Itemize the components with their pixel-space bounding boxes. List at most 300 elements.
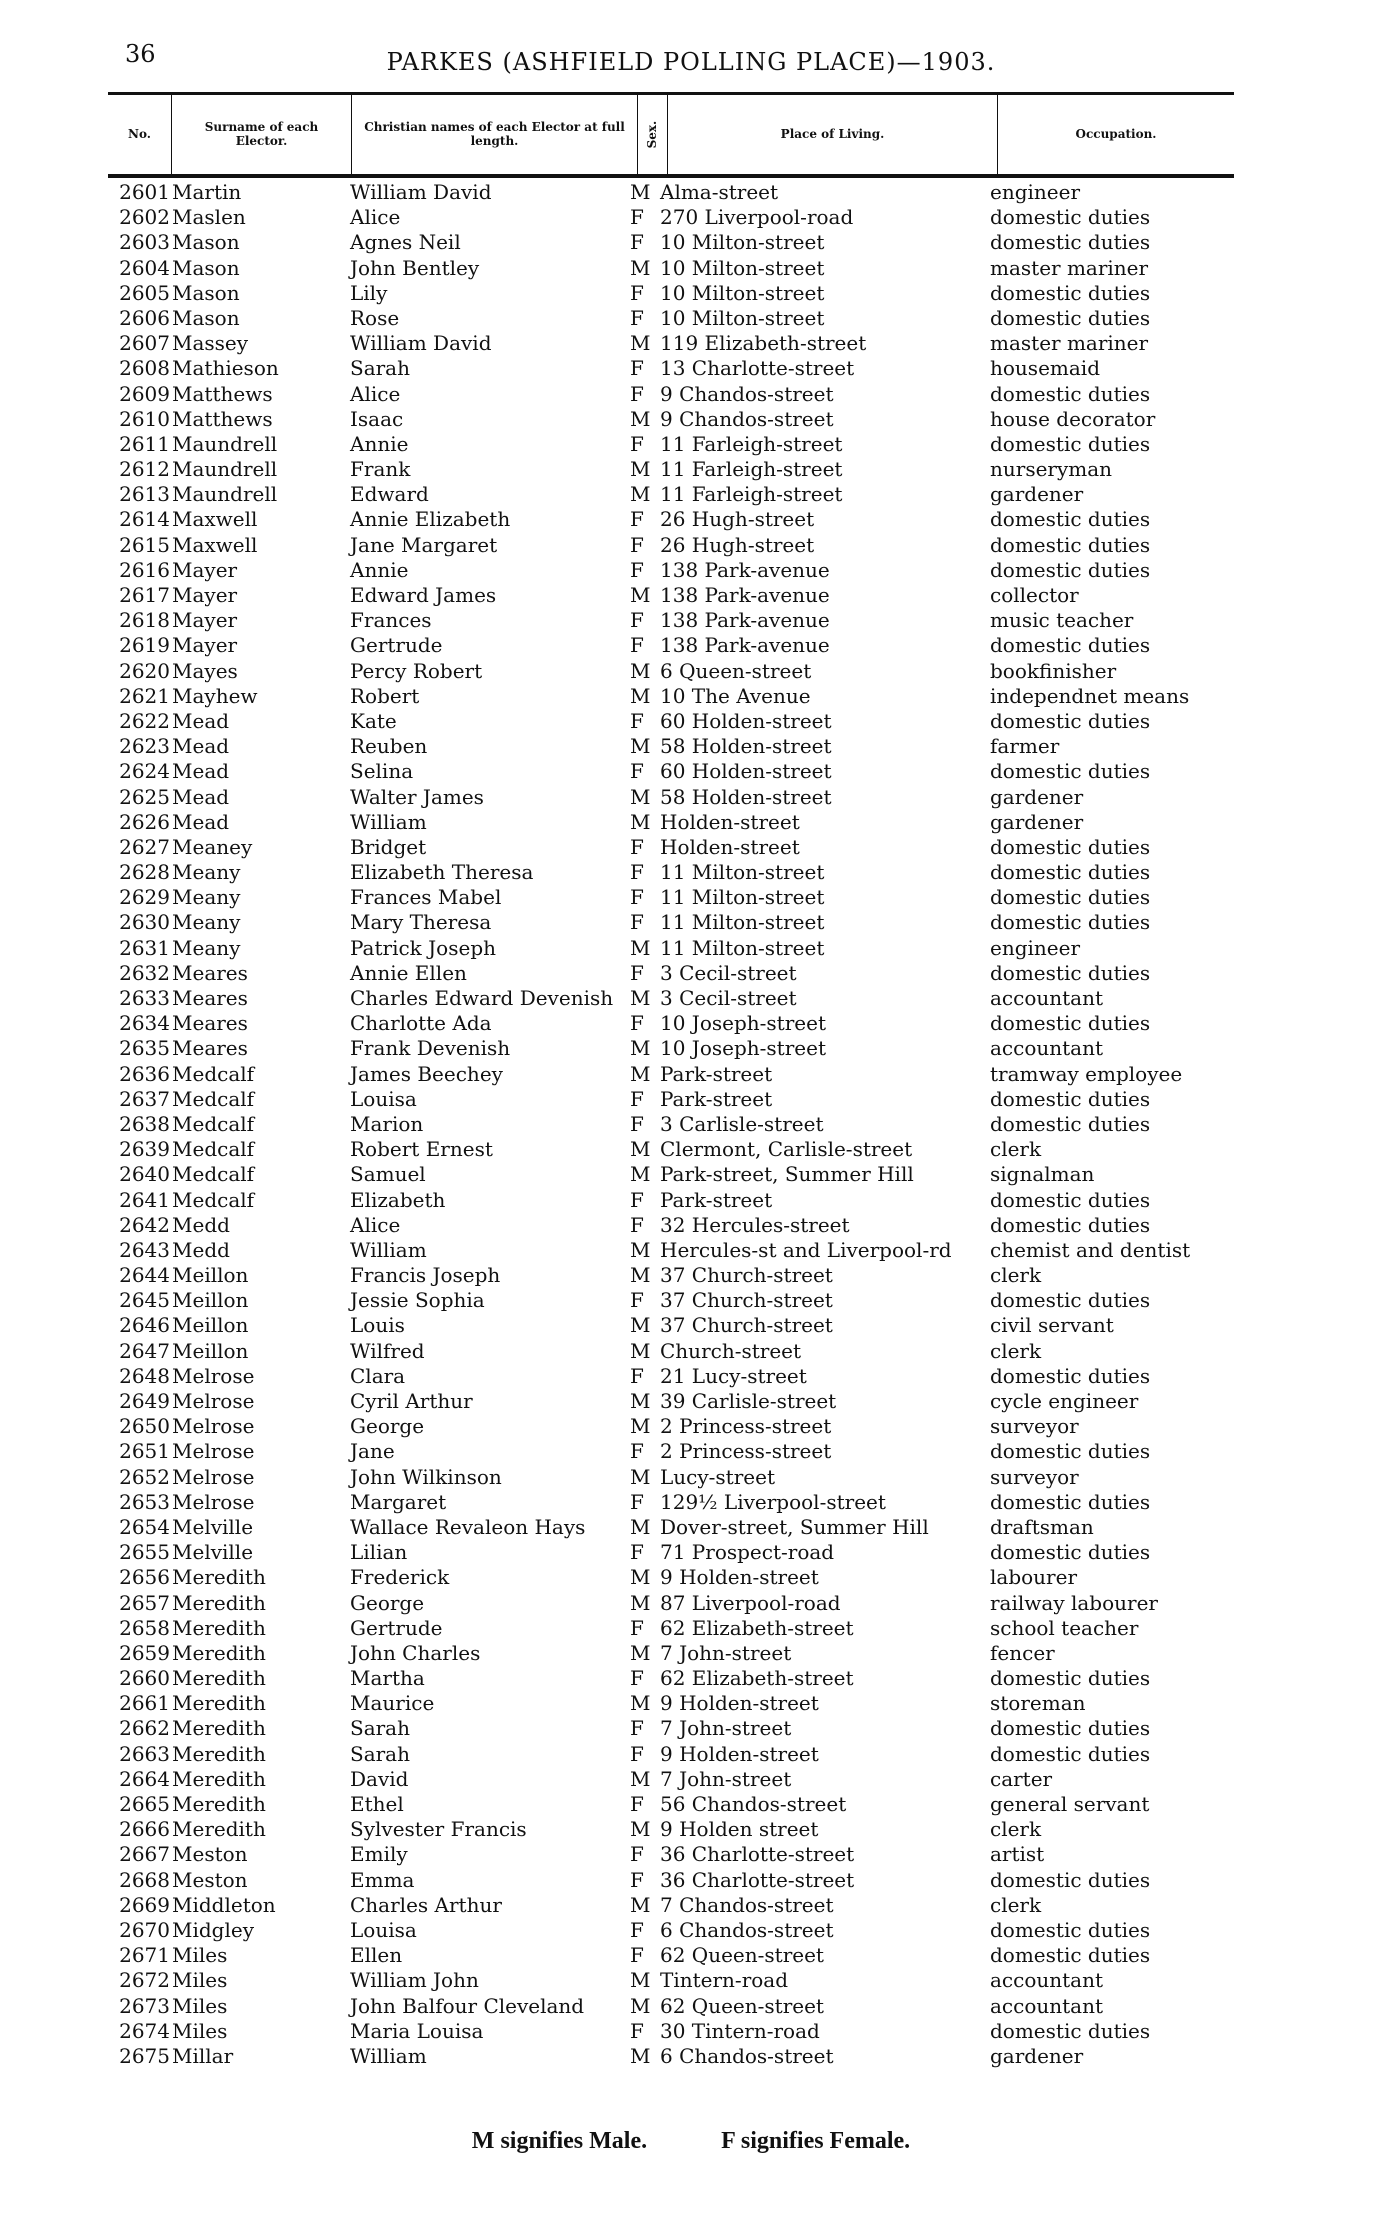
elector-occupation: domestic duties <box>990 1439 1151 1464</box>
elector-occupation: domestic duties <box>990 1540 1151 1565</box>
elector-sex: M <box>630 1162 651 1187</box>
elector-surname: Meredith <box>172 1792 266 1816</box>
elector-occupation: domestic duties <box>990 230 1151 255</box>
elector-christian-names: John Wilkinson <box>350 1464 502 1489</box>
table-row <box>0 1616 1382 1641</box>
elector-place: 60 Holden-street <box>660 708 832 733</box>
elector-christian-names: Annie <box>350 557 409 582</box>
elector-sex: F <box>630 532 644 557</box>
elector-sex: M <box>630 658 651 683</box>
elector-sex: M <box>630 1968 651 1993</box>
elector-number: 2668 <box>119 1867 170 1892</box>
elector-surname: Mayes <box>172 658 238 683</box>
page-title: PARKES (ASHFIELD POLLING PLACE)—1903. <box>386 48 996 76</box>
elector-christian-names: John Charles <box>350 1640 481 1665</box>
elector-place: 9 Chandos-street <box>660 406 834 431</box>
elector-christian-names: Louisa <box>350 1086 417 1111</box>
elector-occupation: fencer <box>990 1640 1055 1665</box>
elector-number: 2614 <box>119 507 170 532</box>
elector-place: 11 Milton-street <box>660 860 825 885</box>
elector-number: 2648 <box>119 1363 170 1388</box>
elector-occupation: tramway employee <box>990 1061 1183 1086</box>
elector-number: 2649 <box>119 1389 170 1413</box>
elector-number: 2665 <box>119 1792 170 1816</box>
elector-place: 10 Joseph-street <box>660 1011 826 1036</box>
elector-place: 26 Hugh-street <box>660 507 815 532</box>
elector-christian-names: Maurice <box>350 1691 435 1716</box>
elector-christian-names: George <box>350 1590 425 1615</box>
elector-surname: Mason <box>172 255 240 280</box>
elector-surname: Meston <box>172 1867 248 1892</box>
elector-sex: M <box>630 734 651 759</box>
elector-occupation: domestic duties <box>990 381 1151 406</box>
elector-sex: F <box>630 633 644 658</box>
elector-occupation: domestic duties <box>990 1212 1151 1237</box>
elector-number: 2617 <box>119 583 170 607</box>
elector-christian-names: Frances Mabel <box>350 885 502 910</box>
elector-christian-names: Wallace Revaleon Hays <box>350 1514 586 1539</box>
elector-sex: M <box>630 457 651 482</box>
elector-sex: F <box>630 557 644 582</box>
elector-occupation: domestic duties <box>990 431 1151 456</box>
elector-christian-names: Wilfred <box>350 1338 425 1363</box>
elector-christian-names: Sylvester Francis <box>350 1817 527 1842</box>
table-row <box>0 1817 1382 1842</box>
electors-list <box>0 180 1382 2069</box>
elector-place: Hercules-st and Liverpool-rd <box>660 1237 952 1262</box>
table-row <box>0 910 1382 935</box>
elector-number: 2636 <box>119 1061 170 1086</box>
elector-occupation: domestic duties <box>990 633 1151 658</box>
elector-sex: F <box>630 608 644 633</box>
elector-number: 2644 <box>119 1263 170 1288</box>
elector-christian-names: Louisa <box>350 1917 417 1942</box>
elector-occupation: chemist and dentist <box>990 1237 1191 1262</box>
elector-sex: F <box>630 1212 644 1237</box>
elector-occupation: master mariner <box>990 331 1149 356</box>
table-row <box>0 1112 1382 1137</box>
elector-occupation: domestic duties <box>990 532 1151 557</box>
header-christian-names: Christian names of each Elector at full length. <box>352 95 638 174</box>
elector-christian-names: Charlotte Ada <box>350 1011 492 1036</box>
elector-sex: M <box>630 1691 651 1716</box>
elector-number: 2603 <box>119 230 170 255</box>
elector-sex: M <box>630 1892 651 1917</box>
elector-occupation: domestic duties <box>990 1187 1151 1212</box>
elector-christian-names: Frances <box>350 608 432 633</box>
elector-surname: Meredith <box>172 1691 266 1716</box>
table-row <box>0 835 1382 860</box>
elector-christian-names: Sarah <box>350 1716 410 1741</box>
elector-place: Park-street <box>660 1086 773 1111</box>
elector-place: 11 Farleigh-street <box>660 482 843 507</box>
elector-sex: F <box>630 280 644 305</box>
elector-sex: F <box>630 1011 644 1036</box>
elector-number: 2641 <box>119 1187 170 1212</box>
table-row <box>0 1792 1382 1817</box>
elector-surname: Martin <box>172 180 242 204</box>
elector-occupation: clerk <box>990 1137 1042 1162</box>
elector-surname: Mead <box>172 759 230 784</box>
elector-sex: M <box>630 935 651 960</box>
elector-occupation: domestic duties <box>990 960 1151 985</box>
elector-number: 2675 <box>119 2043 170 2068</box>
elector-number: 2655 <box>119 1540 170 1565</box>
elector-sex: M <box>630 1263 651 1288</box>
elector-sex: F <box>630 885 644 910</box>
elector-number: 2607 <box>119 331 170 356</box>
elector-sex: M <box>630 2043 651 2068</box>
elector-number: 2658 <box>119 1615 170 1640</box>
elector-surname: Meares <box>172 986 248 1010</box>
table-row <box>0 1490 1382 1515</box>
elector-surname: Meares <box>172 1036 248 1061</box>
elector-sex: F <box>630 1842 644 1867</box>
elector-occupation: farmer <box>990 734 1060 759</box>
elector-christian-names: Samuel <box>350 1162 426 1187</box>
elector-christian-names: William <box>350 2043 427 2068</box>
elector-place: 7 John-street <box>660 1766 792 1791</box>
elector-surname: Mead <box>172 734 230 759</box>
elector-occupation: clerk <box>990 1263 1042 1288</box>
elector-number: 2621 <box>119 683 170 708</box>
table-row <box>0 1011 1382 1036</box>
elector-occupation: carter <box>990 1766 1053 1791</box>
elector-place: 11 Farleigh-street <box>660 431 843 456</box>
table-row <box>0 860 1382 885</box>
elector-number: 2625 <box>119 784 170 809</box>
elector-christian-names: Jane Margaret <box>350 532 498 557</box>
elector-place: 6 Chandos-street <box>660 1917 834 1942</box>
elector-place: 119 Elizabeth-street <box>660 331 867 356</box>
elector-sex: F <box>630 1086 644 1111</box>
elector-occupation: collector <box>990 583 1079 607</box>
elector-christian-names: Walter James <box>350 784 484 809</box>
elector-sex: M <box>630 1590 651 1615</box>
elector-number: 2667 <box>119 1842 170 1867</box>
elector-place: 10 Joseph-street <box>660 1036 826 1061</box>
elector-sex: M <box>630 1036 651 1061</box>
elector-number: 2613 <box>119 482 170 507</box>
elector-place: 7 John-street <box>660 1716 792 1741</box>
elector-surname: Meany <box>172 885 241 910</box>
elector-number: 2671 <box>119 1943 170 1968</box>
elector-surname: Meillon <box>172 1338 249 1363</box>
elector-christian-names: Ellen <box>350 1943 403 1968</box>
elector-number: 2637 <box>119 1086 170 1111</box>
elector-surname: Medcalf <box>172 1187 255 1212</box>
elector-surname: Medcalf <box>172 1061 255 1086</box>
table-row <box>0 1565 1382 1590</box>
elector-surname: Meares <box>172 960 248 985</box>
table-row <box>0 1137 1382 1162</box>
elector-christian-names: Annie Elizabeth <box>350 507 511 532</box>
elector-number: 2659 <box>119 1640 170 1665</box>
elector-number: 2622 <box>119 708 170 733</box>
table-row <box>0 281 1382 306</box>
elector-place: 2 Princess-street <box>660 1414 832 1439</box>
elector-place: 3 Cecil-street <box>660 986 797 1010</box>
table-row <box>0 1465 1382 1490</box>
elector-sex: M <box>630 1338 651 1363</box>
elector-christian-names: Agnes Neil <box>350 230 461 255</box>
elector-occupation: domestic duties <box>990 1288 1151 1313</box>
elector-sex: F <box>630 1489 644 1514</box>
elector-surname: Meany <box>172 935 241 960</box>
elector-number: 2633 <box>119 986 170 1010</box>
elector-christian-names: David <box>350 1766 409 1791</box>
elector-sex: F <box>630 708 644 733</box>
elector-occupation: engineer <box>990 935 1081 960</box>
elector-occupation: domestic duties <box>990 759 1151 784</box>
elector-number: 2631 <box>119 935 170 960</box>
elector-surname: Maundrell <box>172 457 278 482</box>
elector-place: Church-street <box>660 1338 802 1363</box>
elector-surname: Massey <box>172 331 249 356</box>
elector-sex: M <box>630 1237 651 1262</box>
table-row <box>0 1389 1382 1414</box>
elector-occupation: independnet means <box>990 683 1190 708</box>
elector-number: 2610 <box>119 406 170 431</box>
elector-sex: F <box>630 356 644 381</box>
elector-christian-names: Cyril Arthur <box>350 1389 473 1413</box>
page-number: 36 <box>125 40 156 68</box>
elector-place: 56 Chandos-street <box>660 1792 847 1816</box>
elector-occupation: surveyor <box>990 1414 1079 1439</box>
elector-christian-names: Selina <box>350 759 414 784</box>
table-row <box>0 1591 1382 1616</box>
elector-sex: M <box>630 1389 651 1413</box>
elector-christian-names: Jessie Sophia <box>350 1288 485 1313</box>
elector-sex: F <box>630 1288 644 1313</box>
elector-number: 2616 <box>119 557 170 582</box>
elector-sex: M <box>630 986 651 1010</box>
elector-christian-names: Ethel <box>350 1792 404 1816</box>
elector-occupation: accountant <box>990 986 1104 1010</box>
elector-sex: F <box>630 1187 644 1212</box>
elector-christian-names: Annie <box>350 431 409 456</box>
elector-number: 2606 <box>119 305 170 330</box>
legend <box>0 2128 1382 2155</box>
elector-sex: F <box>630 1943 644 1968</box>
elector-place: 10 Milton-street <box>660 230 825 255</box>
elector-christian-names: Patrick Joseph <box>350 935 496 960</box>
elector-sex: F <box>630 834 644 859</box>
elector-christian-names: Frank <box>350 457 411 482</box>
elector-number: 2639 <box>119 1137 170 1162</box>
elector-occupation: clerk <box>990 1892 1042 1917</box>
elector-number: 2632 <box>119 960 170 985</box>
table-row <box>0 2044 1382 2069</box>
header-no: No. <box>108 95 172 174</box>
elector-place: 9 Holden-street <box>660 1691 819 1716</box>
elector-place: 58 Holden-street <box>660 784 832 809</box>
elector-sex: F <box>630 230 644 255</box>
elector-christian-names: Annie Ellen <box>350 960 467 985</box>
elector-christian-names: Mary Theresa <box>350 910 492 935</box>
table-row <box>0 1414 1382 1439</box>
elector-number: 2601 <box>119 180 170 204</box>
elector-surname: Meredith <box>172 1766 266 1791</box>
elector-christian-names: Margaret <box>350 1489 447 1514</box>
elector-christian-names: Alice <box>350 381 401 406</box>
elector-christian-names: Emma <box>350 1867 415 1892</box>
elector-number: 2664 <box>119 1766 170 1791</box>
elector-surname: Maundrell <box>172 431 278 456</box>
elector-sex: F <box>630 1111 644 1136</box>
elector-sex: M <box>630 180 651 204</box>
table-row <box>0 1767 1382 1792</box>
elector-occupation: housemaid <box>990 356 1100 381</box>
elector-occupation: domestic duties <box>990 885 1151 910</box>
elector-surname: Meany <box>172 910 241 935</box>
elector-surname: Meredith <box>172 1590 266 1615</box>
elector-christian-names: Reuben <box>350 734 428 759</box>
elector-place: 7 Chandos-street <box>660 1892 834 1917</box>
elector-surname: Melville <box>172 1540 254 1565</box>
table-row <box>0 507 1382 532</box>
elector-place: 62 Elizabeth-street <box>660 1615 854 1640</box>
elector-surname: Mathieson <box>172 356 279 381</box>
elector-number: 2662 <box>119 1716 170 1741</box>
elector-occupation: draftsman <box>990 1514 1094 1539</box>
elector-place: 10 Milton-street <box>660 280 825 305</box>
elector-occupation: gardener <box>990 784 1084 809</box>
elector-occupation: labourer <box>990 1565 1078 1590</box>
elector-place: 37 Church-street <box>660 1288 833 1313</box>
elector-surname: Meillon <box>172 1313 249 1338</box>
elector-occupation: clerk <box>990 1817 1042 1842</box>
elector-surname: Medd <box>172 1212 230 1237</box>
table-row <box>0 583 1382 608</box>
elector-surname: Maxwell <box>172 507 258 532</box>
elector-surname: Maundrell <box>172 482 278 507</box>
elector-number: 2672 <box>119 1968 170 1993</box>
elector-place: 10 Milton-street <box>660 305 825 330</box>
elector-occupation: accountant <box>990 1993 1104 2018</box>
elector-occupation: master mariner <box>990 255 1149 280</box>
elector-place: Lucy-street <box>660 1464 775 1489</box>
elector-surname: Meillon <box>172 1288 249 1313</box>
elector-sex: M <box>630 1993 651 2018</box>
elector-christian-names: Charles Arthur <box>350 1892 502 1917</box>
elector-number: 2604 <box>119 255 170 280</box>
elector-sex: M <box>630 482 651 507</box>
table-row <box>0 986 1382 1011</box>
elector-place: 71 Prospect-road <box>660 1540 835 1565</box>
elector-sex: F <box>630 1917 644 1942</box>
elector-christian-names: Frederick <box>350 1565 450 1590</box>
elector-surname: Meredith <box>172 1716 266 1741</box>
elector-sex: M <box>630 1414 651 1439</box>
table-row <box>0 1666 1382 1691</box>
elector-sex: M <box>630 1565 651 1590</box>
elector-place: 21 Lucy-street <box>660 1363 807 1388</box>
elector-occupation: domestic duties <box>990 1666 1151 1691</box>
elector-sex: F <box>630 1867 644 1892</box>
elector-occupation: domestic duties <box>990 205 1151 230</box>
elector-number: 2650 <box>119 1414 170 1439</box>
elector-number: 2608 <box>119 356 170 381</box>
elector-place: 11 Milton-street <box>660 935 825 960</box>
elector-place: 37 Church-street <box>660 1263 833 1288</box>
elector-surname: Mead <box>172 708 230 733</box>
elector-surname: Melrose <box>172 1389 255 1413</box>
elector-christian-names: Rose <box>350 305 400 330</box>
elector-surname: Mason <box>172 280 240 305</box>
elector-place: 30 Tintern-road <box>660 2018 820 2043</box>
table-row <box>0 785 1382 810</box>
elector-place: 37 Church-street <box>660 1313 833 1338</box>
elector-occupation: domestic duties <box>990 1917 1151 1942</box>
elector-christian-names: Gertrude <box>350 1615 443 1640</box>
elector-number: 2643 <box>119 1237 170 1262</box>
table-row <box>0 1918 1382 1943</box>
table-row <box>0 356 1382 381</box>
elector-christian-names: Percy Robert <box>350 658 483 683</box>
elector-occupation: music teacher <box>990 608 1134 633</box>
elector-christian-names: William <box>350 1237 427 1262</box>
table-row <box>0 180 1382 205</box>
elector-number: 2645 <box>119 1288 170 1313</box>
elector-occupation: cycle engineer <box>990 1389 1139 1413</box>
elector-place: 11 Milton-street <box>660 910 825 935</box>
elector-surname: Miles <box>172 2018 228 2043</box>
elector-sex: F <box>630 1716 644 1741</box>
elector-sex: M <box>630 1313 651 1338</box>
elector-number: 2654 <box>119 1514 170 1539</box>
table-row <box>0 1087 1382 1112</box>
table-row <box>0 759 1382 784</box>
elector-occupation: domestic duties <box>990 557 1151 582</box>
elector-number: 2611 <box>119 431 170 456</box>
elector-occupation: gardener <box>990 809 1084 834</box>
table-row <box>0 1439 1382 1464</box>
elector-christian-names: Edward James <box>350 583 497 607</box>
elector-christian-names: James Beechey <box>350 1061 503 1086</box>
elector-christian-names: Clara <box>350 1363 406 1388</box>
elector-number: 2661 <box>119 1691 170 1716</box>
elector-occupation: clerk <box>990 1338 1042 1363</box>
header-place: Place of Living. <box>668 95 998 174</box>
table-row <box>0 230 1382 255</box>
elector-surname: Meredith <box>172 1666 266 1691</box>
elector-sex: F <box>630 759 644 784</box>
elector-occupation: domestic duties <box>990 1867 1151 1892</box>
table-row <box>0 1893 1382 1918</box>
table-row <box>0 1188 1382 1213</box>
elector-place: 62 Queen-street <box>660 1993 824 2018</box>
elector-number: 2646 <box>119 1313 170 1338</box>
table-row <box>0 1943 1382 1968</box>
table-row <box>0 1691 1382 1716</box>
elector-place: 138 Park-avenue <box>660 583 830 607</box>
elector-occupation: domestic duties <box>990 280 1151 305</box>
table-row <box>0 734 1382 759</box>
elector-surname: Melrose <box>172 1414 255 1439</box>
elector-christian-names: Martha <box>350 1666 425 1691</box>
elector-place: 10 The Avenue <box>660 683 811 708</box>
table-row <box>0 1842 1382 1867</box>
elector-christian-names: Elizabeth Theresa <box>350 860 534 885</box>
elector-sex: F <box>630 381 644 406</box>
elector-place: 11 Farleigh-street <box>660 457 843 482</box>
elector-occupation: school teacher <box>990 1615 1139 1640</box>
elector-occupation: domestic duties <box>990 708 1151 733</box>
elector-place: 270 Liverpool-road <box>660 205 854 230</box>
elector-number: 2626 <box>119 809 170 834</box>
table-row <box>0 1716 1382 1741</box>
